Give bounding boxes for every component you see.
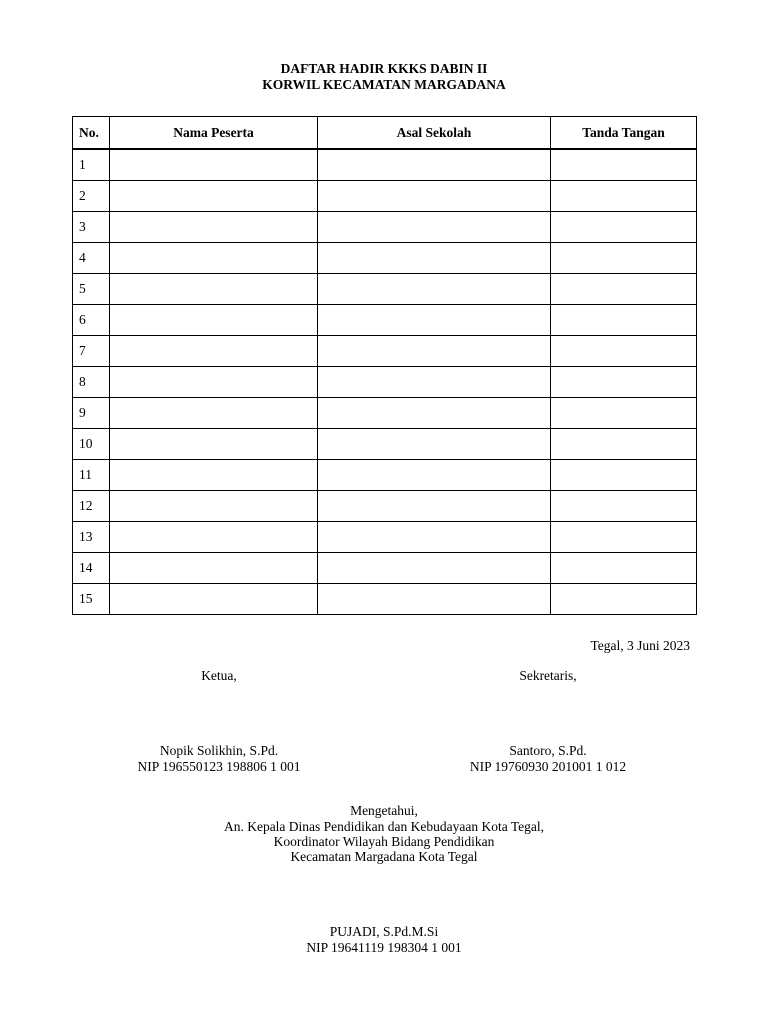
row-number: 2 bbox=[73, 181, 110, 212]
table-row bbox=[73, 522, 697, 553]
table-row bbox=[73, 429, 697, 460]
tanda-tangan-cell bbox=[551, 522, 697, 553]
ketua-name: Nopik Solikhin, S.Pd. bbox=[159, 743, 279, 758]
table-row bbox=[73, 181, 697, 212]
sekretaris-nip: NIP 19760930 201001 1 012 bbox=[469, 759, 627, 774]
column-header-no: No. bbox=[73, 117, 110, 150]
table-body bbox=[73, 149, 697, 615]
tanda-tangan-cell bbox=[551, 553, 697, 584]
nama-peserta-cell bbox=[110, 212, 318, 243]
table-row bbox=[73, 367, 697, 398]
nama-peserta-cell bbox=[110, 460, 318, 491]
row-number: 4 bbox=[73, 243, 110, 274]
tanda-tangan-cell bbox=[551, 181, 697, 212]
asal-sekolah-cell bbox=[318, 491, 551, 522]
table-row bbox=[73, 584, 697, 615]
tanda-tangan-cell bbox=[551, 149, 697, 181]
tanda-tangan-cell bbox=[551, 243, 697, 274]
nama-peserta-cell bbox=[110, 149, 318, 181]
mengetahui-line-2: An. Kepala Dinas Pendidikan dan Kebudayaan Kota Tegal, bbox=[223, 819, 545, 834]
column-header-asal-sekolah: Asal Sekolah bbox=[318, 117, 551, 150]
asal-sekolah-cell bbox=[318, 367, 551, 398]
mengetahui-line-4: Kecamatan Margadana Kota Tegal bbox=[290, 849, 478, 864]
nama-peserta-cell bbox=[110, 336, 318, 367]
row-number: 7 bbox=[73, 336, 110, 367]
table-row bbox=[73, 336, 697, 367]
asal-sekolah-cell bbox=[318, 398, 551, 429]
asal-sekolah-cell bbox=[318, 584, 551, 615]
mengetahui-line-3: Koordinator Wilayah Bidang Pendidikan bbox=[273, 834, 495, 849]
tanda-tangan-cell bbox=[551, 305, 697, 336]
tanda-tangan-cell bbox=[551, 584, 697, 615]
nama-peserta-cell bbox=[110, 429, 318, 460]
table-row bbox=[73, 212, 697, 243]
asal-sekolah-cell bbox=[318, 181, 551, 212]
row-number: 9 bbox=[73, 398, 110, 429]
nama-peserta-cell bbox=[110, 367, 318, 398]
tanda-tangan-cell bbox=[551, 212, 697, 243]
row-number: 3 bbox=[73, 212, 110, 243]
table-row bbox=[73, 491, 697, 522]
tanda-tangan-cell bbox=[551, 336, 697, 367]
table-row bbox=[73, 398, 697, 429]
table-header-row bbox=[73, 117, 697, 150]
document-subtitle: KORWIL KECAMATAN MARGADANA bbox=[262, 77, 506, 92]
table-row bbox=[73, 460, 697, 491]
sekretaris-role: Sekretaris, bbox=[519, 668, 577, 683]
asal-sekolah-cell bbox=[318, 243, 551, 274]
nama-peserta-cell bbox=[110, 274, 318, 305]
row-number: 5 bbox=[73, 274, 110, 305]
tanda-tangan-cell bbox=[551, 491, 697, 522]
nama-peserta-cell bbox=[110, 243, 318, 274]
row-number: 1 bbox=[73, 149, 110, 181]
nama-peserta-cell bbox=[110, 181, 318, 212]
nama-peserta-cell bbox=[110, 398, 318, 429]
column-header-tanda-tangan: Tanda Tangan bbox=[551, 117, 697, 150]
nama-peserta-cell bbox=[110, 522, 318, 553]
table-row bbox=[73, 149, 697, 181]
tanda-tangan-cell bbox=[551, 398, 697, 429]
table-row bbox=[73, 553, 697, 584]
asal-sekolah-cell bbox=[318, 149, 551, 181]
nama-peserta-cell bbox=[110, 305, 318, 336]
tanda-tangan-cell bbox=[551, 460, 697, 491]
asal-sekolah-cell bbox=[318, 429, 551, 460]
row-number: 10 bbox=[73, 429, 110, 460]
tanda-tangan-cell bbox=[551, 429, 697, 460]
place-date: Tegal, 3 Juni 2023 bbox=[590, 638, 690, 653]
asal-sekolah-cell bbox=[318, 305, 551, 336]
mengetahui-name: PUJADI, S.Pd.M.Si bbox=[329, 924, 439, 939]
row-number: 13 bbox=[73, 522, 110, 553]
ketua-nip: NIP 196550123 198806 1 001 bbox=[137, 759, 301, 774]
table-row bbox=[73, 243, 697, 274]
sekretaris-name: Santoro, S.Pd. bbox=[509, 743, 587, 758]
asal-sekolah-cell bbox=[318, 336, 551, 367]
nama-peserta-cell bbox=[110, 553, 318, 584]
asal-sekolah-cell bbox=[318, 460, 551, 491]
ketua-role: Ketua, bbox=[201, 668, 237, 683]
mengetahui-nip: NIP 19641119 198304 1 001 bbox=[306, 940, 462, 955]
nama-peserta-cell bbox=[110, 584, 318, 615]
row-number: 11 bbox=[73, 460, 110, 491]
attendance-table bbox=[72, 116, 697, 615]
row-number: 8 bbox=[73, 367, 110, 398]
asal-sekolah-cell bbox=[318, 522, 551, 553]
nama-peserta-cell bbox=[110, 491, 318, 522]
table-row bbox=[73, 305, 697, 336]
asal-sekolah-cell bbox=[318, 212, 551, 243]
mengetahui-label: Mengetahui, bbox=[350, 803, 418, 818]
row-number: 6 bbox=[73, 305, 110, 336]
asal-sekolah-cell bbox=[318, 553, 551, 584]
asal-sekolah-cell bbox=[318, 274, 551, 305]
row-number: 14 bbox=[73, 553, 110, 584]
tanda-tangan-cell bbox=[551, 367, 697, 398]
row-number: 12 bbox=[73, 491, 110, 522]
column-header-nama-peserta: Nama Peserta bbox=[110, 117, 318, 150]
document-title: DAFTAR HADIR KKKS DABIN II bbox=[280, 61, 488, 76]
table-row bbox=[73, 274, 697, 305]
tanda-tangan-cell bbox=[551, 274, 697, 305]
row-number: 15 bbox=[73, 584, 110, 615]
